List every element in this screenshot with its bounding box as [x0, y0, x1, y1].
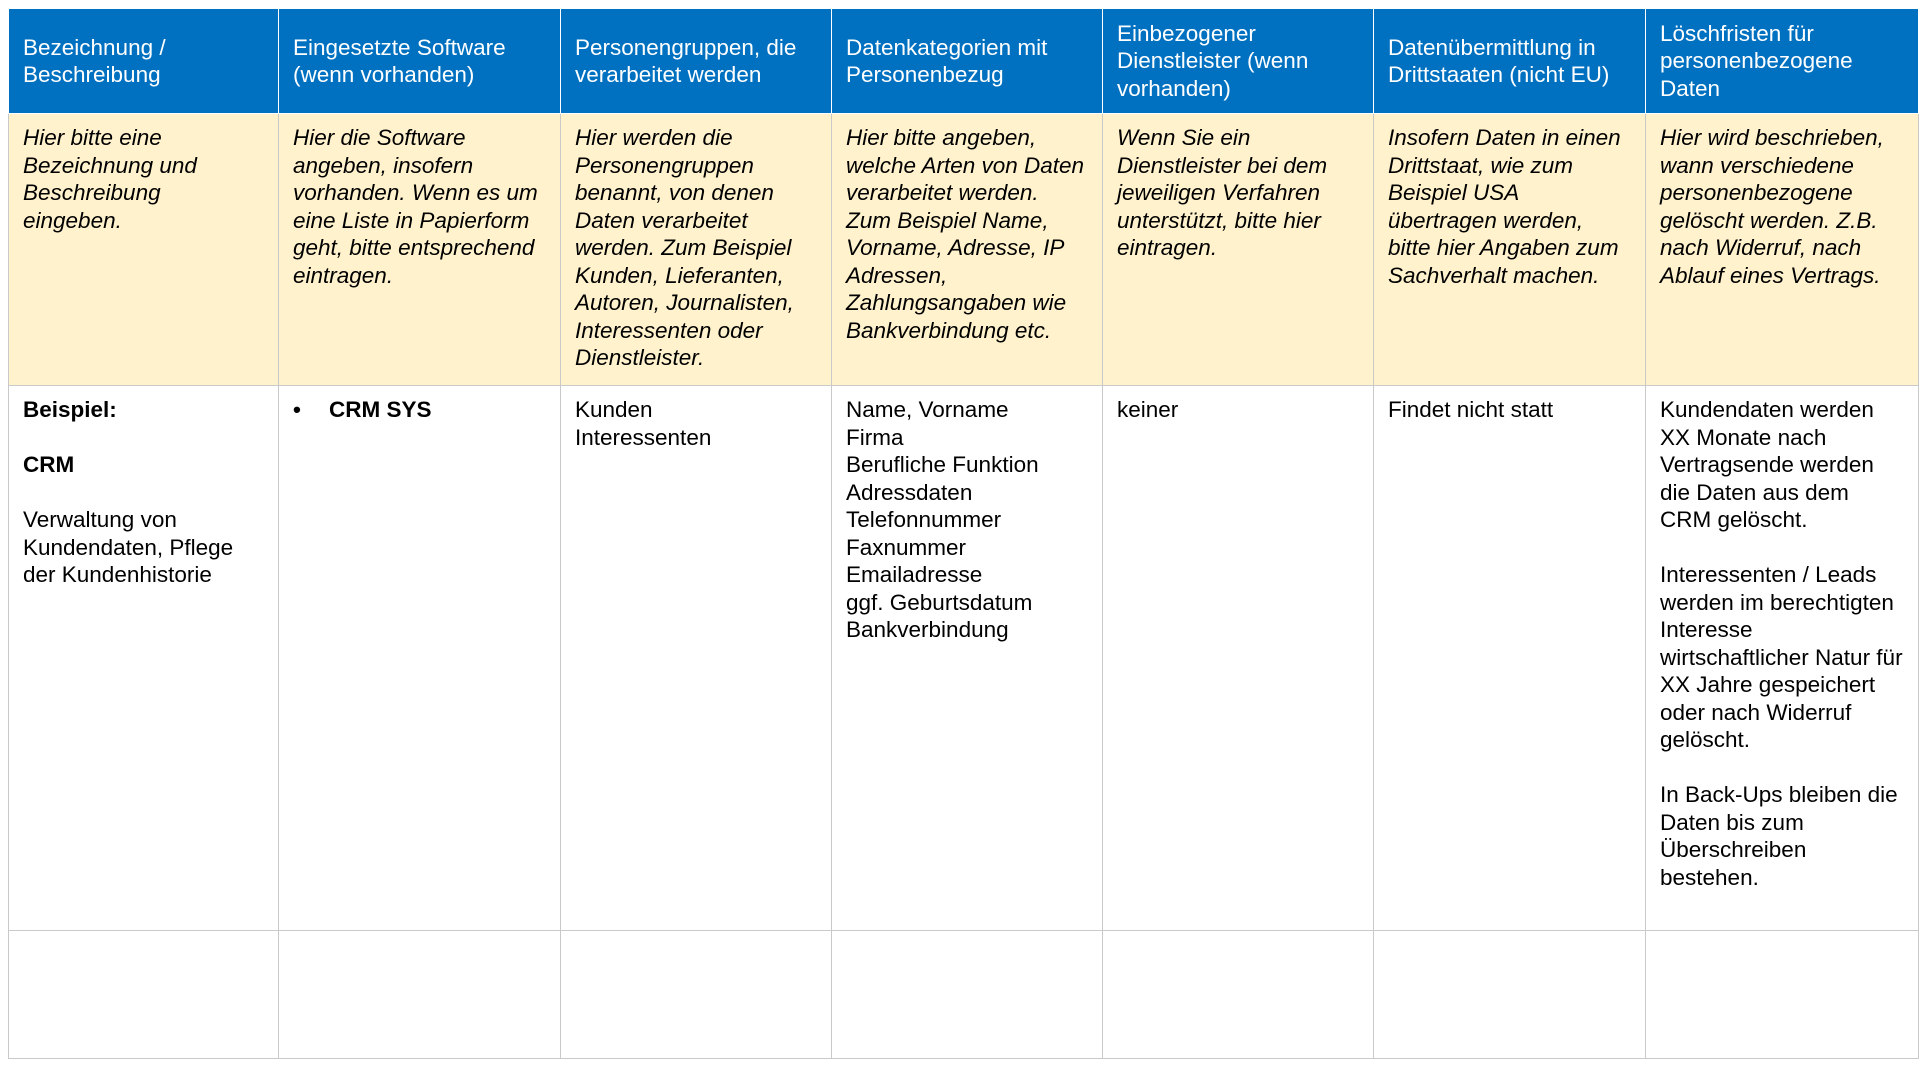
empty-cell[interactable] [1374, 931, 1646, 1059]
provider-value: keiner [1117, 397, 1179, 422]
software-list [293, 396, 546, 424]
category-item: Telefonnummer [846, 507, 1002, 532]
example-description: Verwaltung von Kundendaten, Pflege der Kundenhistorie [23, 507, 234, 587]
category-item: Emailadresse [846, 562, 983, 587]
category-item: Adressdaten [846, 479, 973, 505]
group-item: Interessenten [575, 424, 712, 450]
header-cell-deletion: Löschfristen für personenbezogene Daten [1646, 9, 1919, 114]
header-cell-provider: Einbezogener Dienstleister (wenn vorhanden) [1103, 9, 1374, 114]
header-cell-software: Eingesetzte Software (wenn vorhanden) [279, 9, 561, 114]
empty-cell[interactable] [9, 931, 279, 1059]
empty-cell[interactable] [1646, 931, 1919, 1059]
deletion-paragraph: In Back-Ups bleiben die Daten bis zum Überschreiben bestehen. [1660, 782, 1898, 890]
example-cell-transfer[interactable] [1374, 386, 1646, 931]
hint-cell-deletion[interactable]: Hier wird beschrieben, wann verschiedene personenbezogene gelöscht werden. Z.B. nach Widerruf, nach Ablauf eines Vertrags. [1646, 114, 1919, 386]
example-cell-software[interactable] [279, 386, 561, 931]
empty-row [9, 931, 1919, 1059]
example-cell-name[interactable] [9, 386, 279, 931]
header-row [9, 9, 1919, 114]
transfer-value: Findet nicht statt [1388, 397, 1554, 422]
example-cell-deletion[interactable] [1646, 386, 1919, 931]
category-item: Berufliche Funktion [846, 452, 1039, 477]
bullet-icon: • [293, 397, 301, 422]
deletion-paragraph: Kundendaten werden XX Monate nach Vertragsende werden die Daten aus dem CRM gelöscht. [1660, 397, 1874, 532]
category-item: Faxnummer [846, 534, 967, 560]
header-cell-categories: Datenkategorien mit Personenbezug [832, 9, 1103, 114]
group-item: Kunden [575, 397, 653, 422]
example-label: Beispiel: [23, 397, 117, 422]
example-cell-groups[interactable] [561, 386, 832, 931]
empty-cell[interactable] [832, 931, 1103, 1059]
hint-cell-software[interactable]: Hier die Software angeben, insofern vorhanden. Wenn es um eine Liste in Papierform geht, bitte entsprechend eintragen. [279, 114, 561, 386]
category-item: Name, Vorname [846, 397, 1009, 422]
example-title: CRM [23, 452, 75, 477]
software-list-item [293, 396, 546, 424]
processing-records-table [8, 8, 1919, 1059]
example-cell-categories[interactable] [832, 386, 1103, 931]
software-name: CRM SYS [329, 397, 432, 422]
category-item: ggf. Geburtsdatum [846, 589, 1033, 615]
empty-cell[interactable] [561, 931, 832, 1059]
empty-cell[interactable] [279, 931, 561, 1059]
deletion-paragraph: Interessenten / Leads werden im berechtigten Interesse wirtschaftlicher Natur für XX Jahre gespeichert oder nach Widerruf gelöscht. [1660, 562, 1903, 752]
hint-cell-categories[interactable]: Hier bitte angeben, welche Arten von Daten verarbeitet werden. Zum Beispiel Name, Vorname, Adresse, IP Adressen, Zahlungsangaben wie Bankverbindung etc. [832, 114, 1103, 386]
hint-row [9, 114, 1919, 386]
hint-cell-groups[interactable]: Hier werden die Personengruppen benannt, von denen Daten verarbeitet werden. Zum Beispiel Kunden, Lieferanten, Autoren, Journalisten, Interessenten oder Dienstleister. [561, 114, 832, 386]
category-item: Firma [846, 424, 904, 450]
empty-cell[interactable] [1103, 931, 1374, 1059]
hint-cell-transfer[interactable]: Insofern Daten in einen Drittstaat, wie zum Beispiel USA übertragen werden, bitte hier Angaben zum Sachverhalt machen. [1374, 114, 1646, 386]
header-cell-groups: Personengruppen, die verarbeitet werden [561, 9, 832, 114]
header-cell-name: Bezeichnung / Beschreibung [9, 9, 279, 114]
example-row [9, 386, 1919, 931]
hint-cell-name[interactable]: Hier bitte eine Bezeichnung und Beschreibung eingeben. [9, 114, 279, 386]
hint-cell-provider[interactable]: Wenn Sie ein Dienstleister bei dem jeweiligen Verfahren unterstützt, bitte hier eintragen. [1103, 114, 1374, 386]
example-cell-provider[interactable] [1103, 386, 1374, 931]
header-cell-transfer: Datenübermittlung in Drittstaaten (nicht EU) [1374, 9, 1646, 114]
category-item: Bankverbindung [846, 617, 1009, 642]
